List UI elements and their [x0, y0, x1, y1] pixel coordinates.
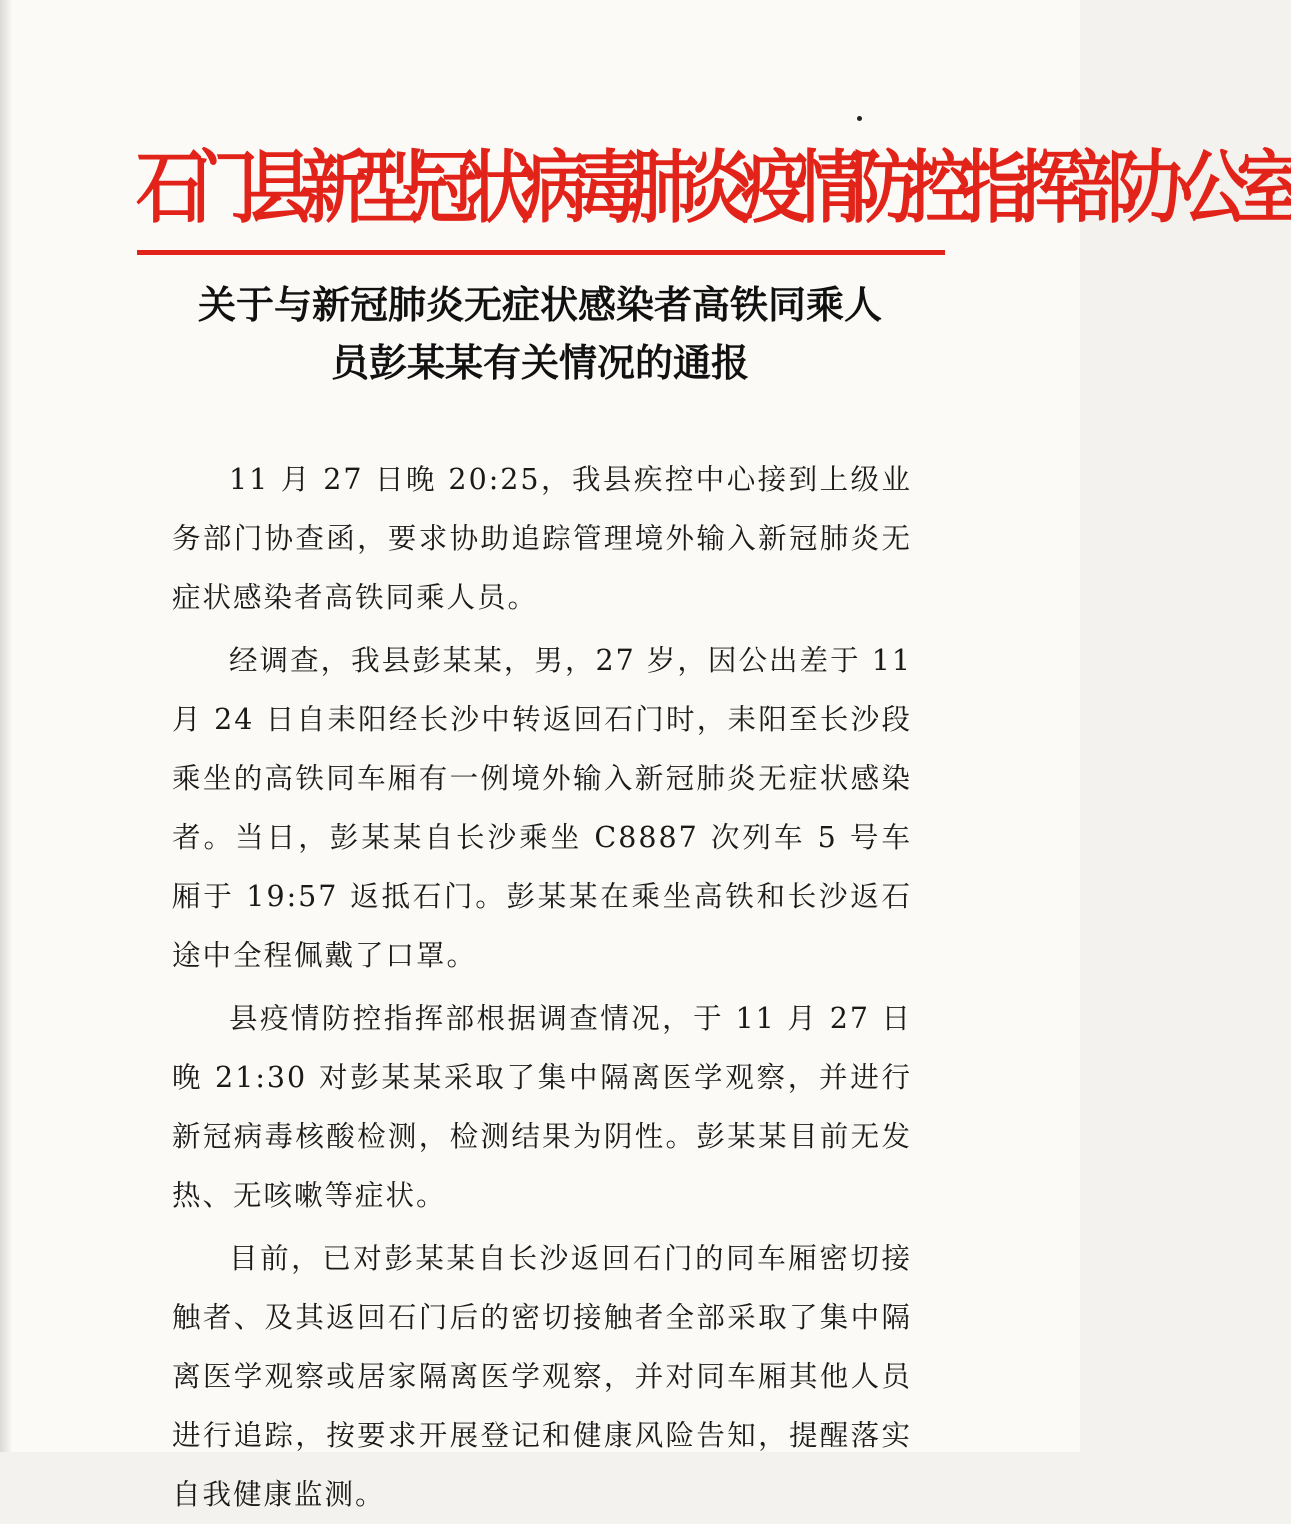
document-body [172, 450, 912, 1524]
scan-edge-shadow [0, 0, 12, 1452]
body-paragraph-4: 目前，已对彭某某自长沙返回石门的同车厢密切接触者、及其返回石门后的密切接触者全部采取了集中隔离医学观察或居家隔离医学观察，并对同车厢其他人员进行追踪，按要求开展登记和健康风险告知，提醒落实自我健康监测。 [172, 1242, 912, 1511]
red-header-rule [137, 250, 945, 255]
document-title-line-1: 关于与新冠肺炎无症状感染者高铁同乘人 [197, 282, 882, 327]
body-paragraph-3: 县疫情防控指挥部根据调查情况，于 11 月 27 日晚 21:30 对彭某某采取了集中隔离医学观察，并进行新冠病毒核酸检测，检测结果为阴性。彭某某目前无发热、无咳嗽等症状。 [172, 1002, 912, 1212]
issuing-organization-header: 石门县新型冠状病毒肺炎疫情防控指挥部办公室 [136, 141, 1291, 235]
scan-speck [857, 116, 862, 121]
document-title [150, 276, 930, 392]
document-title-line-2: 员彭某某有关情况的通报 [330, 340, 749, 385]
body-paragraph-1: 11 月 27 日晚 20:25，我县疾控中心接到上级业务部门协查函，要求协助追踪管理境外输入新冠肺炎无症状感染者高铁同乘人员。 [172, 463, 912, 614]
body-paragraph-2: 经调查，我县彭某某，男，27 岁，因公出差于 11 月 24 日自耒阳经长沙中转返回石门时，耒阳至长沙段乘坐的高铁同车厢有一例境外输入新冠肺炎无症状感染者。当日，彭某某自长沙乘坐 C8887 次列车 5 号车厢于 19:57 返抵石门。彭某某在乘坐高铁和长沙返石途中全程佩戴了口罩。 [172, 644, 912, 972]
